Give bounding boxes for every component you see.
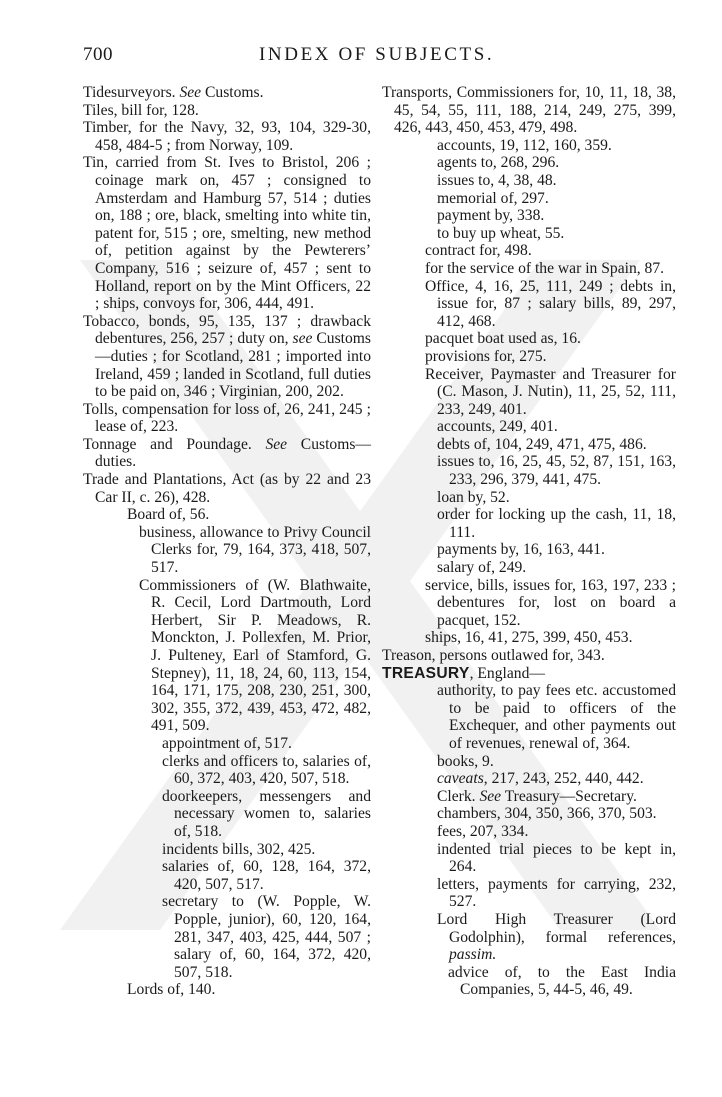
entry-text: issues to, 16, 25, 45, 52, 87, 151, 163, 233, 296, 379, 441, 475. [437,453,676,489]
index-entry [382,190,676,208]
index-entry [83,788,371,841]
index-entry [83,154,371,312]
index-entry [83,471,371,506]
index-entry [382,172,676,190]
index-entry [382,84,676,137]
entry-text: fees, 207, 334. [437,822,529,840]
entry-text: provisions for, 275. [425,347,547,365]
index-entry [382,911,676,964]
index-entry [382,876,676,911]
entry-text: Office, 4, 16, 25, 111, 249 ; debts in, issue for, 87 ; salary bills, 89, 297, 412, 468. [425,277,676,330]
entry-italic-text: See [179,84,202,101]
index-entry [83,436,371,471]
entry-text: salaries of, 60, 128, 164, 372, 420, 507, 517. [162,858,371,893]
entry-italic-text: See [479,787,502,805]
index-entry [382,242,676,260]
index-entry [83,893,371,981]
index-entry [382,278,676,331]
page-number: 700 [83,44,113,65]
index-entry [382,823,676,841]
entry-text: Treasury—Secretary. [501,787,637,805]
entry-text: debts of, 104, 249, 471, 475, 486. [437,435,647,453]
index-entry [83,119,371,154]
entry-text: service, bills, issues for, 163, 197, 233 ; debentures for, lost on board a pacquet, 152. [425,576,676,629]
index-entry [382,541,676,559]
entry-text: Board of, 56. [127,506,210,524]
entry-text: chambers, 304, 350, 366, 370, 503. [437,805,657,823]
entry-text: appointment of, 517. [162,734,292,752]
entry-text: Tiles, bill for, 128. [83,101,199,119]
index-entry [83,735,371,753]
entry-text: Customs—duties ; for Scotland, 281 ; imported into Ireland, 459 ; landed in Scotland, full duties to be paid on, 346 ; Virginian, 200, 202. [95,330,372,401]
index-entry [382,647,676,665]
entry-text: memorial of, 297. [437,189,549,207]
entry-text: Commissioners of (W. Blathwaite, R. Cecil, Lord Dartmouth, Lord Herbert, Sir P. Meadows, R. Monckton, J. Pollexfen, M. Prior, J. Pulteney, Earl of Stamford, G. Stepney), 11, 18, 24, 60, 113, 154, 164, 171, 175, 208, 230, 251, 300, 302, 355, 372, 439, 453, 472, 482, 491, 509. [139,576,371,735]
entry-text: Receiver, Paymaster and Treasurer for (C. Mason, J. Nutin), 11, 25, 52, 111, 233, 249, 401. [425,365,676,418]
index-entry [382,682,676,752]
entry-text: ships, 16, 41, 275, 399, 450, 453. [425,629,633,647]
entry-italic-text: caveats [437,770,484,788]
index-entry [83,858,371,893]
index-entry [83,753,371,788]
entry-text: Tidesurveyors. [83,84,180,101]
index-entry [83,524,371,577]
index-entry [382,788,676,806]
entry-text: incidents bills, 302, 425. [162,840,316,858]
index-entry [382,330,676,348]
index-entry [83,401,371,436]
index-entry [382,207,676,225]
index-entry [83,577,371,735]
entry-text: Trade and Plantations, Act (as by 22 and 23 Car II, c. 26), 428. [83,471,371,506]
entry-text: salary of, 249. [437,559,527,577]
entry-text: payment by, 338. [437,207,545,225]
index-entry [83,84,371,102]
entry-text: Lord High Treasurer (Lord Godolphin), formal references, [437,910,676,946]
entry-text: doorkeepers, messengers and necessary women to, salaries of, 518. [162,787,371,840]
entry-text: authority, to pay fees etc. accustomed to be paid to officers of the Exchequer, and other payments out of revenues, renewal of, 364. [437,682,676,752]
index-entry [382,260,676,278]
index-entry [83,981,371,999]
entry-text: letters, payments for carrying, 232, 527. [437,875,676,911]
entry-text: books, 9. [437,752,494,770]
entry-text: accounts, 19, 112, 160, 359. [437,136,612,154]
entry-text: issues to, 4, 38, 48. [437,171,557,189]
entry-text: for the service of the war in Spain, 87. [425,259,665,277]
index-entry [382,137,676,155]
entry-heading: TREASURY [382,664,470,682]
index-entry [382,418,676,436]
entry-text: Treason, persons outlawed for, 343. [382,647,605,664]
index-entry [382,805,676,823]
entry-text: Timber, for the Navy, 32, 93, 104, 329-30, 458, 484-5 ; from Norway, 109. [83,119,371,154]
entry-text: business, allowance to Privy Council Clerks for, 79, 164, 373, 418, 507, 517. [139,523,371,577]
index-entry [382,366,676,419]
index-entry [382,225,676,243]
index-entry [382,841,676,876]
entry-text: Tin, carried from St. Ives to Bristol, 206 ; coinage mark on, 457 ; consigned to Amsterdam and Hamburg 57, 514 ; duties on, 188 ; ore, black, smelting into white tin, patent for, 515 ; ore, smelting, new method of, petition against by the Pewterers’ Company, 516 ; seizure of, 457 ; sent to Holland, report on by the Mint Officers, 22 ; ships, convoys for, 306, 444, 491. [83,154,371,313]
index-entry [83,102,371,120]
entry-text: agents to, 268, 296. [437,154,560,172]
index-column-left [83,84,371,999]
index-entry [382,577,676,630]
index-entry [382,154,676,172]
entry-text: secretary to (W. Popple, W. Popple, junior), 60, 120, 164, 281, 347, 403, 425, 444, 507 ; salary of, 60, 164, 372, 420, 507, 518. [162,893,371,981]
entry-text: Transports, Commissioners for, 10, 11, 18, 38, 45, 54, 55, 111, 188, 214, 249, 275, 399, 426, 443, 450, 453, 479, 498. [382,84,676,137]
entry-italic-text: passim. [449,946,497,964]
index-entry [382,559,676,577]
entry-text: Clerk. [437,787,480,805]
index-entry [382,753,676,771]
entry-text: contract for, 498. [425,242,532,260]
entry-text: Tolls, compensation for loss of, 26, 241, 245 ; lease of, 223. [83,400,371,436]
index-entry [382,964,676,999]
index-entry [83,841,371,859]
entry-text: to buy up wheat, 55. [437,224,565,242]
entry-text: , 217, 243, 252, 440, 442. [483,770,644,788]
index-column-right [382,84,676,999]
entry-text: indented trial pieces to be kept in, 264. [437,840,676,876]
index-entry [382,489,676,507]
entry-text: Tonnage and Poundage. [83,435,266,453]
index-entry [382,436,676,454]
entry-italic-text: see [292,330,313,348]
index-entry [382,629,676,647]
entry-text: Tobacco, bonds, 95, 135, 137 ; drawback debentures, 256, 257 ; duty on, [83,312,371,348]
page-header [83,44,653,74]
entry-text: Customs. [201,84,264,101]
index-entry [382,665,676,683]
entry-text: accounts, 249, 401. [437,418,558,436]
entry-text: clerks and officers to, salaries of, 60, 372, 403, 420, 507, 518. [162,752,371,788]
index-entry [382,453,676,488]
index-entry [382,506,676,541]
entry-text: advice of, to the East India Companies, 5, 44-5, 46, 49. [448,963,676,999]
index-entry [382,770,676,788]
running-head: INDEX OF SUBJECTS. [259,44,495,65]
entry-text: Customs—duties. [95,435,371,471]
entry-text: order for locking up the cash, 11, 18, 111. [437,506,676,541]
entry-italic-text: See [265,435,288,453]
entry-text: payments by, 16, 163, 441. [437,541,605,559]
entry-text: Lords of, 140. [127,981,216,999]
entry-text: loan by, 52. [437,488,510,506]
index-entry [83,313,371,401]
entry-text: , England— [469,664,545,682]
index-entry [382,348,676,366]
index-entry [83,506,371,524]
entry-text: pacquet boat used as, 16. [425,330,581,348]
